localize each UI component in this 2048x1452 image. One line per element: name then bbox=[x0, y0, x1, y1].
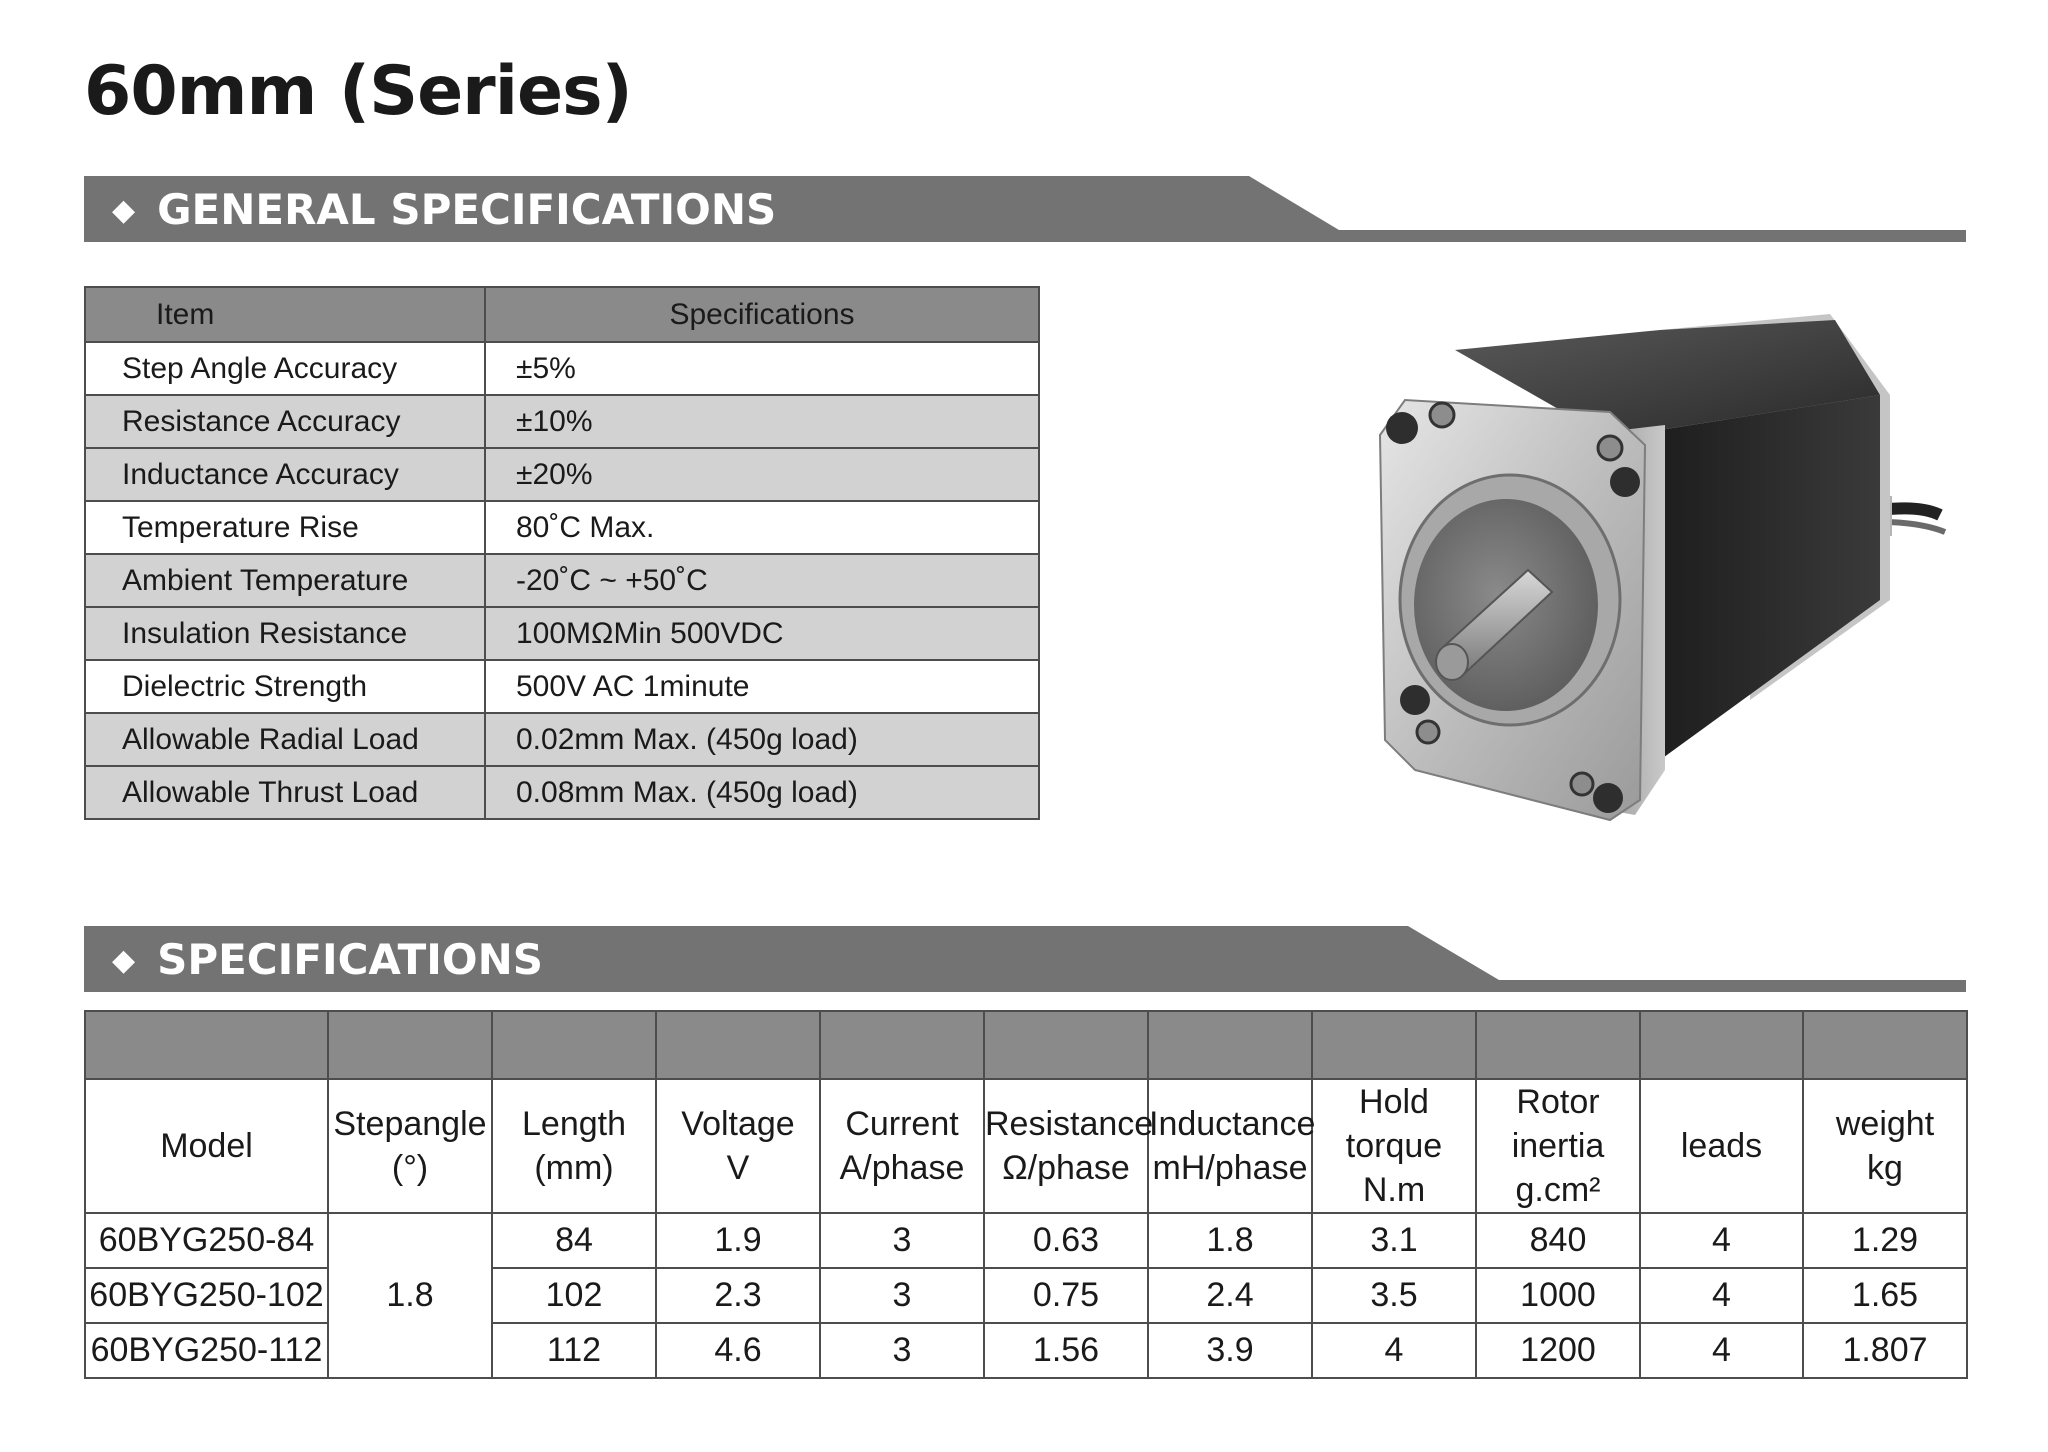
general-specifications-banner bbox=[84, 176, 1966, 246]
cell-inductance: 1.8 bbox=[1148, 1213, 1312, 1268]
table-header-band bbox=[85, 1011, 1967, 1079]
table-header-row bbox=[85, 1079, 1967, 1213]
table-header-row bbox=[85, 287, 1039, 342]
header-rotor-inertia: Rotor inertia g.cm² bbox=[1476, 1079, 1640, 1213]
header-length: Length (mm) bbox=[492, 1079, 656, 1213]
cell-inductance: 2.4 bbox=[1148, 1268, 1312, 1323]
table-row bbox=[85, 395, 1039, 448]
cell-resistance: 0.75 bbox=[984, 1268, 1148, 1323]
cell-voltage: 2.3 bbox=[656, 1268, 820, 1323]
header-specifications: Specifications bbox=[485, 287, 1039, 342]
cell-resistance: 0.63 bbox=[984, 1213, 1148, 1268]
table-row bbox=[85, 660, 1039, 713]
cell-rotor-inertia: 1000 bbox=[1476, 1268, 1640, 1323]
header-model: Model bbox=[85, 1079, 328, 1213]
table-row bbox=[85, 501, 1039, 554]
table-row bbox=[85, 713, 1039, 766]
cell-resistance: 1.56 bbox=[984, 1323, 1148, 1378]
row-value: 0.02mm Max. (450g load) bbox=[485, 713, 1039, 766]
row-item: Resistance Accuracy bbox=[85, 395, 485, 448]
specifications-banner bbox=[84, 926, 1966, 996]
row-item: Step Angle Accuracy bbox=[85, 342, 485, 395]
row-value: 80˚C Max. bbox=[485, 501, 1039, 554]
row-value: ±20% bbox=[485, 448, 1039, 501]
cell-stepangle: 1.8 bbox=[328, 1213, 492, 1378]
row-value: 500V AC 1minute bbox=[485, 660, 1039, 713]
cell-current: 3 bbox=[820, 1213, 984, 1268]
cell-length: 112 bbox=[492, 1323, 656, 1378]
cell-model: 60BYG250-102 bbox=[85, 1268, 328, 1323]
page-title: 60mm (Series) bbox=[84, 52, 632, 131]
cell-rotor-inertia: 1200 bbox=[1476, 1323, 1640, 1378]
cell-current: 3 bbox=[820, 1268, 984, 1323]
cell-length: 102 bbox=[492, 1268, 656, 1323]
cell-leads: 4 bbox=[1640, 1268, 1803, 1323]
row-value: 0.08mm Max. (450g load) bbox=[485, 766, 1039, 819]
cell-hold-torque: 3.1 bbox=[1312, 1213, 1476, 1268]
cell-length: 84 bbox=[492, 1213, 656, 1268]
row-value: ±10% bbox=[485, 395, 1039, 448]
row-item: Allowable Thrust Load bbox=[85, 766, 485, 819]
cell-weight: 1.29 bbox=[1803, 1213, 1967, 1268]
header-hold-torque: Hold torque N.m bbox=[1312, 1079, 1476, 1213]
cell-rotor-inertia: 840 bbox=[1476, 1213, 1640, 1268]
section-heading: GENERAL SPECIFICATIONS bbox=[157, 185, 777, 234]
header-inductance: Inductance mH/phase bbox=[1148, 1079, 1312, 1213]
row-item: Ambient Temperature bbox=[85, 554, 485, 607]
cell-leads: 4 bbox=[1640, 1213, 1803, 1268]
header-current: Current A/phase bbox=[820, 1079, 984, 1213]
cell-hold-torque: 3.5 bbox=[1312, 1268, 1476, 1323]
row-item: Insulation Resistance bbox=[85, 607, 485, 660]
row-item: Allowable Radial Load bbox=[85, 713, 485, 766]
cell-inductance: 3.9 bbox=[1148, 1323, 1312, 1378]
header-weight: weight kg bbox=[1803, 1079, 1967, 1213]
section-heading: SPECIFICATIONS bbox=[157, 935, 544, 984]
row-value: 100MΩMin 500VDC bbox=[485, 607, 1039, 660]
table-row bbox=[85, 1213, 1967, 1268]
cell-weight: 1.807 bbox=[1803, 1323, 1967, 1378]
cell-hold-torque: 4 bbox=[1312, 1323, 1476, 1378]
cell-leads: 4 bbox=[1640, 1323, 1803, 1378]
diamond-bullet-icon: ◆ bbox=[112, 943, 136, 978]
cell-voltage: 4.6 bbox=[656, 1323, 820, 1378]
cell-model: 60BYG250-84 bbox=[85, 1213, 328, 1268]
row-value: -20˚C ~ +50˚C bbox=[485, 554, 1039, 607]
table-row bbox=[85, 448, 1039, 501]
table-row bbox=[85, 607, 1039, 660]
specifications-table bbox=[84, 1010, 1968, 1379]
header-stepangle: Stepangle (°) bbox=[328, 1079, 492, 1213]
stepper-motor-image bbox=[1360, 300, 1960, 830]
header-item: Item bbox=[85, 287, 485, 342]
table-row bbox=[85, 342, 1039, 395]
row-item: Temperature Rise bbox=[85, 501, 485, 554]
general-specifications-table bbox=[84, 286, 1040, 820]
cell-weight: 1.65 bbox=[1803, 1268, 1967, 1323]
header-voltage: Voltage V bbox=[656, 1079, 820, 1213]
cell-model: 60BYG250-112 bbox=[85, 1323, 328, 1378]
row-value: ±5% bbox=[485, 342, 1039, 395]
cell-current: 3 bbox=[820, 1323, 984, 1378]
diamond-bullet-icon: ◆ bbox=[112, 193, 136, 228]
table-row bbox=[85, 554, 1039, 607]
header-resistance: Resistance Ω/phase bbox=[984, 1079, 1148, 1213]
row-item: Inductance Accuracy bbox=[85, 448, 485, 501]
row-item: Dielectric Strength bbox=[85, 660, 485, 713]
header-leads: leads bbox=[1640, 1079, 1803, 1213]
cell-voltage: 1.9 bbox=[656, 1213, 820, 1268]
table-row bbox=[85, 766, 1039, 819]
